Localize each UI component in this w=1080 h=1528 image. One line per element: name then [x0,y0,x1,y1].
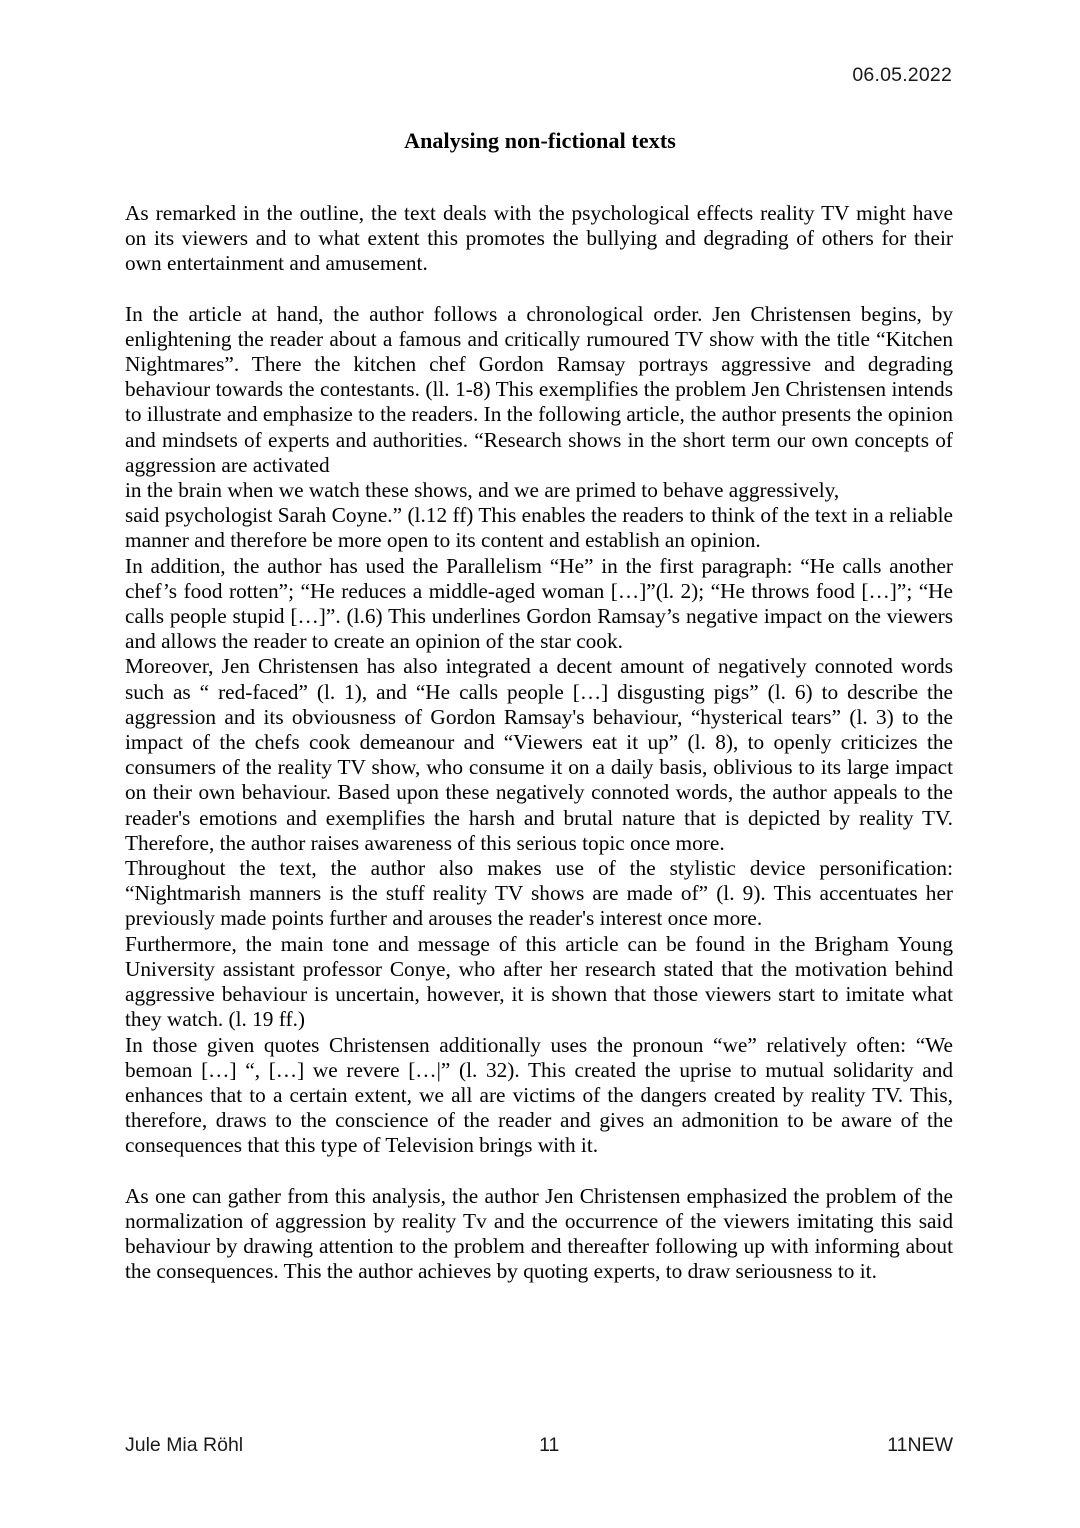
paragraph-body-2: in the brain when we watch these shows, and we are primed to behave aggressively, [125,478,840,503]
footer-page-number: 11 [539,1434,560,1456]
paragraph-conclusion: As one can gather from this analysis, the author Jen Christensen emphasized the problem of the normalization of aggression by reality Tv and the occurrence of the viewers imitating this said behaviour by drawing attention to the problem and thereafter following up with informing about the consequences. This the author achieves by quoting experts, to draw seriousness to it. [125,1183,953,1284]
paragraph-body-1: In the article at hand, the author follows a chronological order. Jen Christensen begins, by enlightening the reader about a famous and critically rumoured TV show with the title “Kitchen Nightmares”. There the kitchen chef Gordon Ramsay portrays aggressive and degrading behaviour towards the contestants. (ll. 1-8) This exemplifies the problem Jen Christensen intends to illustrate and emphasize to the readers. In the following article, the author presents the opinion and mindsets of experts and authorities. “Research shows in the short term our own concepts of aggression are activated [125,301,953,477]
paragraph-body-8: In those given quotes Christensen additionally uses the pronoun “we” relatively often: “We bemoan […] “, […] we revere […|” (l. 32). This created the uprise to mutual solidarity and enhances that to a certain extent, we all are victims of the dangers created by reality TV. This, therefore, draws to the conscience of the reader and gives an admonition to be aware of the consequences that this type of Television brings with it. [125,1032,953,1158]
paragraph-body-6: Throughout the text, the author also makes use of the stylistic device personification: “Nightmarish manners is the stuff reality TV shows are made of” (l. 9). This accentuates her previously made points further and arouses the reader's interest once more. [125,856,953,931]
header-date: 06.05.2022 [852,64,952,86]
paragraph-body-3: said psychologist Sarah Coyne.” (l.12 ff) This enables the readers to think of the text in a reliable manner and therefore be more open to its content and establish an opinion. [125,503,953,553]
paragraph-body-5: Moreover, Jen Christensen has also integrated a decent amount of negatively connoted words such as “ red-faced” (l. 1), and “He calls people […] disgusting pigs” (l. 6) to describe the aggression and its obviousness of Gordon Ramsay's behaviour, “hysterical tears” (l. 3) to the impact of the chefs cook demeanour and “Viewers eat it up” (l. 8), to openly criticizes the consumers of the reality TV show, who consume it on a daily basis, oblivious to its large impact on their own behaviour. Based upon these negatively connoted words, the author appeals to the reader's emotions and exemplifies the harsh and brutal nature that is depicted by reality TV. Therefore, the author raises awareness of this serious topic once more. [125,654,953,855]
paragraph-intro: As remarked in the outline, the text deals with the psychological effects reality TV might have on its viewers and to what extent this promotes the bullying and degrading of others for their own entertainment and amusement. [125,201,953,276]
footer-class-label: 11NEW [887,1434,953,1456]
page-title: Analysing non-fictional texts [404,128,676,153]
paragraph-body-4: In addition, the author has used the Parallelism “He” in the first paragraph: “He calls another chef’s food rotten”; “He reduces a middle-aged woman […]”(l. 2); “He throws food […]”; “He calls people stupid […]”. (l.6) This underlines Gordon Ramsay’s negative impact on the viewers and allows the reader to create an opinion of the star cook. [125,553,953,654]
footer-author: Jule Mia Röhl [125,1434,244,1456]
page-footer [125,1434,953,1457]
paragraph-body-7: Furthermore, the main tone and message of this article can be found in the Brigham Young University assistant professor Conye, who after her research stated that the motivation behind aggressive behaviour is uncertain, however, it is shown that those viewers start to imitate what they watch. (l. 19 ff.) [125,931,953,1032]
document-body [125,201,953,1284]
